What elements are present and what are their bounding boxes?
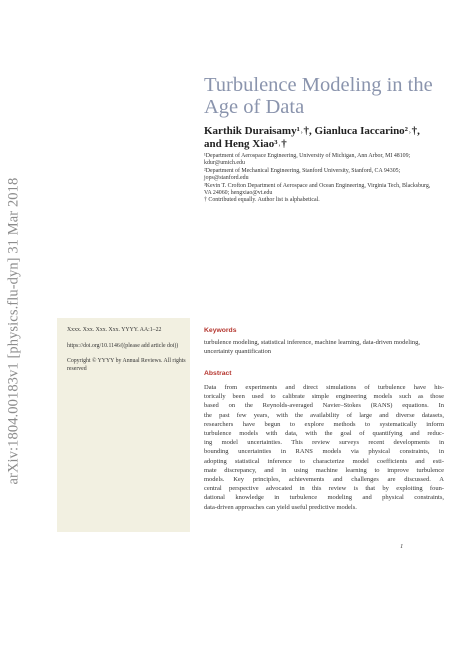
contribution-note: † Contributed equally. Author list is alphabetical. <box>204 197 320 204</box>
abstract-line: adopting statistical inference to characterize model coefficients and esti- <box>204 457 444 465</box>
page-number: 1 <box>400 543 404 550</box>
publication-info <box>67 327 187 381</box>
keywords-heading: Keywords <box>204 327 237 334</box>
abstract-line: central perspective advocated in this review is that by exploiting foun- <box>204 485 444 493</box>
authors-line: Karthik Duraisamy¹˒†, Gianluca Iaccarino²˒†, <box>204 125 420 137</box>
affiliation: ³Kevin T. Crofton Department of Aerospace and Ocean Engineering, Virginia Tech, Blacksburg, VA 24060; hengxiao@vt.edu <box>204 182 431 197</box>
paper-title <box>204 74 454 118</box>
abstract-heading: Abstract <box>204 370 232 377</box>
title-line: Turbulence Modeling in the <box>204 74 433 96</box>
keywords-list: turbulence modeling, statistical inference, machine learning, data-driven modeling, uncertainty quantification <box>204 339 421 355</box>
abstract-line: data-driven approaches can yield useful predictive models. <box>204 503 357 511</box>
abstract-line: torically been used to calibrate simple engineering models such as those <box>204 393 444 401</box>
abstract-body <box>204 383 444 512</box>
abstract-line: ing model uncertainties. This review surveys recent developments in <box>204 439 444 447</box>
arxiv-identifier: arXiv:1804.00183v1 [physics.flu-dyn] 31 Mar 2018 <box>5 177 22 485</box>
affiliation: ¹Department of Aerospace Engineering, University of Michigan, Ann Arbor, MI 48109; kdur@umich.edu <box>204 153 411 167</box>
authors-line: and Heng Xiao³˒† <box>204 138 287 150</box>
abstract-line: researchers have begun to explore methods to systematically inform <box>204 420 444 428</box>
abstract-line: Data from experiments and direct simulations of turbulence have his- <box>204 384 444 391</box>
copyright-notice: Copyright © YYYY by Annual Reviews. All rights reserved <box>67 358 186 372</box>
abstract-line: models. Key principles, achievements and challenges are discussed. A <box>204 476 444 484</box>
abstract-line: based on the Reynolds-averaged Navier–Stokes (RANS) equations. In <box>204 402 444 410</box>
abstract-line: bounding uncertainties in RANS models via physical constraints, in <box>204 448 444 456</box>
abstract-line: dational knowledge in turbulence modeling and physical constraints, <box>204 494 444 502</box>
abstract-line: turbulence models with data, with the goal of quantifying and reduc- <box>204 430 444 438</box>
author-list <box>204 125 444 151</box>
affiliation: ²Department of Mechanical Engineering, Stanford University, Stanford, CA 94305; jops@stanford.edu <box>204 167 401 182</box>
abstract-line: mate discrepancy, and in using machine learning to improve turbulence <box>204 466 444 474</box>
title-line: Age of Data <box>204 96 305 118</box>
affiliations <box>204 153 436 205</box>
journal-citation: Xxxx. Xxx. Xxx. Xxx. YYYY. AA:1–22 <box>67 327 162 333</box>
abstract-line: the past few years, with the availability of large and diverse datasets, <box>204 411 444 419</box>
doi-link[interactable]: https://doi.org/10.1146/((please add article doi)) <box>67 342 179 349</box>
